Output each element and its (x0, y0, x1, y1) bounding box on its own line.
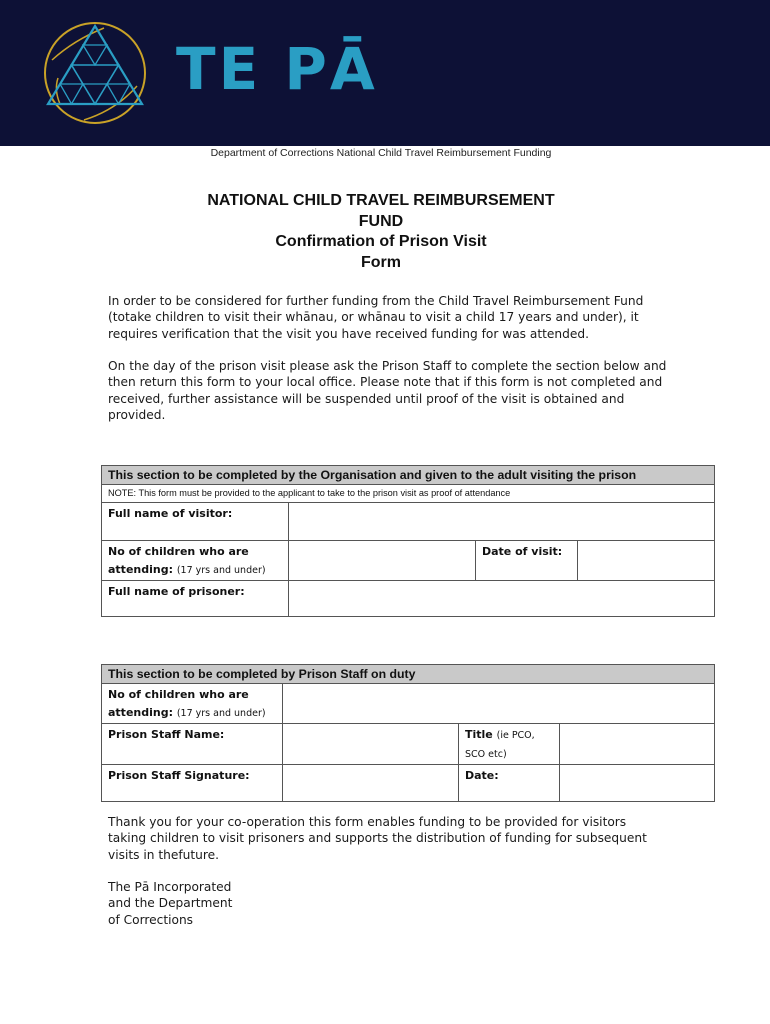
intro-paragraph-2: On the day of the prison visit please ask the Prison Staff to complete the section below and then return this form to your local office. Please note that if this form is not completed and received, further assistance will be suspended until proof of the visit is obtained and provided. (108, 359, 667, 422)
title-line: NATIONAL CHILD TRAVEL REIMBURSEMENT (207, 192, 555, 209)
children-count-label (102, 541, 289, 581)
signature-line: of Corrections (108, 912, 194, 927)
prison-staff-signature-label: Prison Staff Signature: (102, 765, 283, 802)
title-line: Confirmation of Prison Visit (275, 233, 487, 250)
prison-staff-name-field[interactable] (283, 724, 459, 765)
prisoner-name-field[interactable] (289, 581, 715, 617)
staff-title-field[interactable] (560, 724, 715, 765)
prison-staff-name-label: Prison Staff Name: (102, 724, 283, 765)
staff-title-sublabel: (ie PCO, SCO etc) (465, 730, 535, 760)
staff-children-count-field[interactable] (283, 684, 715, 724)
title-line: Form (361, 253, 401, 271)
logo-text: TE PĀ (176, 35, 378, 103)
children-count-label-text: No of children who are attending: (108, 545, 249, 576)
document-subheader: Department of Corrections National Child Travel Reimbursement Funding (210, 147, 552, 159)
te-pa-logo-icon (34, 20, 156, 126)
staff-children-count-label (102, 684, 283, 724)
document-title (0, 191, 762, 273)
staff-date-field[interactable] (560, 765, 715, 802)
prison-staff-section-table (101, 664, 715, 802)
organisation-section-table (101, 465, 715, 617)
staff-date-label: Date: (459, 765, 560, 802)
visitor-name-field[interactable] (289, 503, 715, 541)
header-banner (0, 0, 770, 146)
signature-line: The Pā Incorporated (108, 880, 232, 894)
thank-you-paragraph: Thank you for your co-operation this form enables funding to be provided for visitors taking children to visit prisoners and supports the distribution of funding for subsequent visits in thefuture. (108, 815, 647, 862)
staff-children-count-sublabel: (17 yrs and under) (176, 708, 266, 719)
staff-title-label-text: Title (465, 728, 493, 741)
staff-children-count-label-text: No of children who are attending: (108, 688, 249, 719)
signature-block (108, 879, 668, 928)
staff-title-label (459, 724, 560, 765)
prisoner-name-label: Full name of prisoner: (102, 581, 289, 617)
visitor-name-label: Full name of visitor: (102, 503, 289, 541)
date-of-visit-label: Date of visit: (476, 541, 578, 581)
date-of-visit-field[interactable] (578, 541, 715, 581)
section1-heading: This section to be completed by the Organisation and given to the adult visiting the prison (102, 466, 715, 485)
prison-staff-signature-field[interactable] (283, 765, 459, 802)
signature-line: and the Department (108, 896, 233, 911)
section2-heading: This section to be completed by Prison Staff on duty (102, 665, 715, 684)
title-line: FUND (358, 212, 404, 230)
intro-paragraph-1: In order to be considered for further funding from the Child Travel Reimbursement Fund (totake children to visit their whānau, or whānau to visit a child 17 years and under), it requires verification that the visit you have received funding for was attended. (108, 294, 644, 341)
children-count-field[interactable] (289, 541, 476, 581)
section1-note: NOTE: This form must be provided to the applicant to take to the prison visit as proof of attendance (102, 485, 715, 503)
children-count-sublabel: (17 yrs and under) (176, 565, 266, 576)
